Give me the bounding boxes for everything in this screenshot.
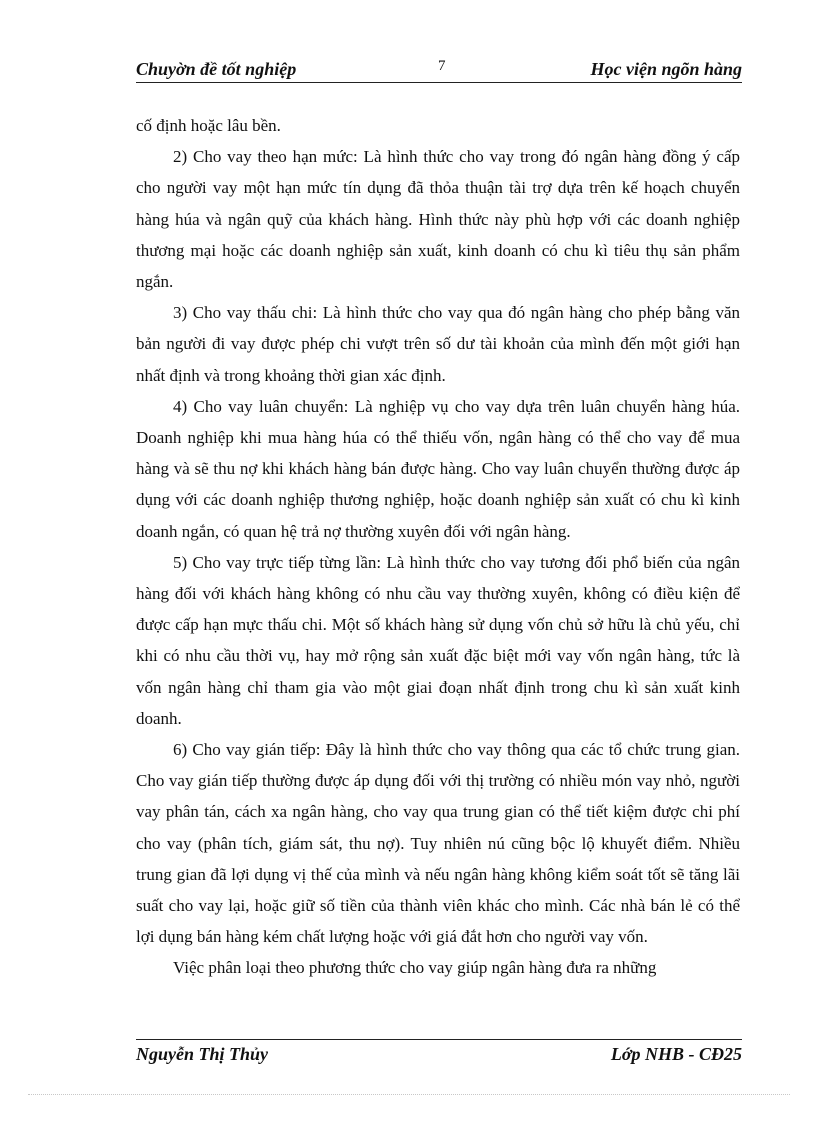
paragraph-overdraft-loan: 3) Cho vay thấu chi: Là hình thức cho vay qua đó ngân hàng cho phép bằng văn bản người đi vay được phép chi vượt trên số dư tài khoản của mình đến một giới hạn nhất định và trong khoảng thời gian xác định. <box>136 303 740 385</box>
document-body <box>136 110 740 984</box>
paragraph-indirect-loan: 6) Cho vay gián tiếp: Đây là hình thức cho vay thông qua các tổ chức trung gian. Cho vay gián tiếp thường được áp dụng đối với thị trường có nhiều món vay nhỏ, người vay phân tán, cách xa ngân hàng, cho vay qua trung gian có thể tiết kiệm được chi phí cho vay (phân tích, giám sát, thu nợ). Tuy nhiên nú cũng bộc lộ khuyết điểm. Nhiều trung gian đã lợi dụng vị thế của mình và nếu ngân hàng không kiểm soát tốt sẽ tăng lãi suất cho vay lại, hoặc giữ số tiền của thành viên khác cho mình. Các nhà bán lẻ có thể lợi dụng bán hàng kém chất lượng hoặc với giá đắt hơn cho người vay vốn. <box>136 740 740 947</box>
paragraph-credit-line-loan: 2) Cho vay theo hạn mức: Là hình thức cho vay trong đó ngân hàng đồng ý cấp cho người vay một hạn mức tín dụng đã thỏa thuận tài trợ dựa trên kế hoạch chuyển hàng húa và ngân quỹ của khách hàng. Hình thức này phù hợp với các doanh nghiệp thương mại hoặc các doanh nghiệp sản xuất, kinh doanh có chu kì tiêu thụ sản phẩm ngắn. <box>136 147 740 292</box>
page-bottom-border <box>28 1094 790 1095</box>
footer-divider <box>136 1039 742 1040</box>
header-divider <box>136 82 742 83</box>
footer-class: Lớp NHB - CĐ25 <box>610 1044 742 1064</box>
header-institution: Học viện ngõn hàng <box>590 59 742 79</box>
header-thesis-title: Chuyờn đề tốt nghiệp <box>136 59 297 79</box>
paragraph-direct-loan: 5) Cho vay trực tiếp từng lần: Là hình thức cho vay tương đối phổ biến của ngân hàng đối với khách hàng không có nhu cầu vay thường xuyên, không có điều kiện để được cấp hạn mực thấu chi. Một số khách hàng sử dụng vốn chủ sở hữu là chủ yếu, chỉ khi có nhu cầu thời vụ, hay mở rộng sản xuất đặc biệt mới vay vốn ngân hàng, tức là vốn ngân hàng chỉ tham gia vào một giai đoạn nhất định trong chu kì sản xuất kinh doanh. <box>136 552 740 728</box>
page-number: 7 <box>438 58 446 74</box>
footer-author: Nguyễn Thị Thủy <box>136 1044 269 1064</box>
page-header <box>136 56 742 82</box>
paragraph-revolving-loan: 4) Cho vay luân chuyển: Là nghiệp vụ cho vay dựa trên luân chuyển hàng húa. Doanh nghiệp khi mua hàng húa có thể thiếu vốn, ngân hàng có thể cho vay để mua hàng và sẽ thu nợ khi khách hàng bán được hàng. Cho vay luân chuyển thường được áp dụng với các doanh nghiệp thương nghiệp, hoặc doanh nghiệp sản xuất có chu kì kinh doanh ngắn, có quan hệ trả nợ thường xuyên đối với ngân hàng. <box>136 396 740 541</box>
paragraph-classification: Việc phân loại theo phương thức cho vay giúp ngân hàng đưa ra những <box>173 958 657 978</box>
paragraph-continuation: cố định hoặc lâu bền. <box>136 116 281 135</box>
page-footer <box>136 1039 742 1073</box>
